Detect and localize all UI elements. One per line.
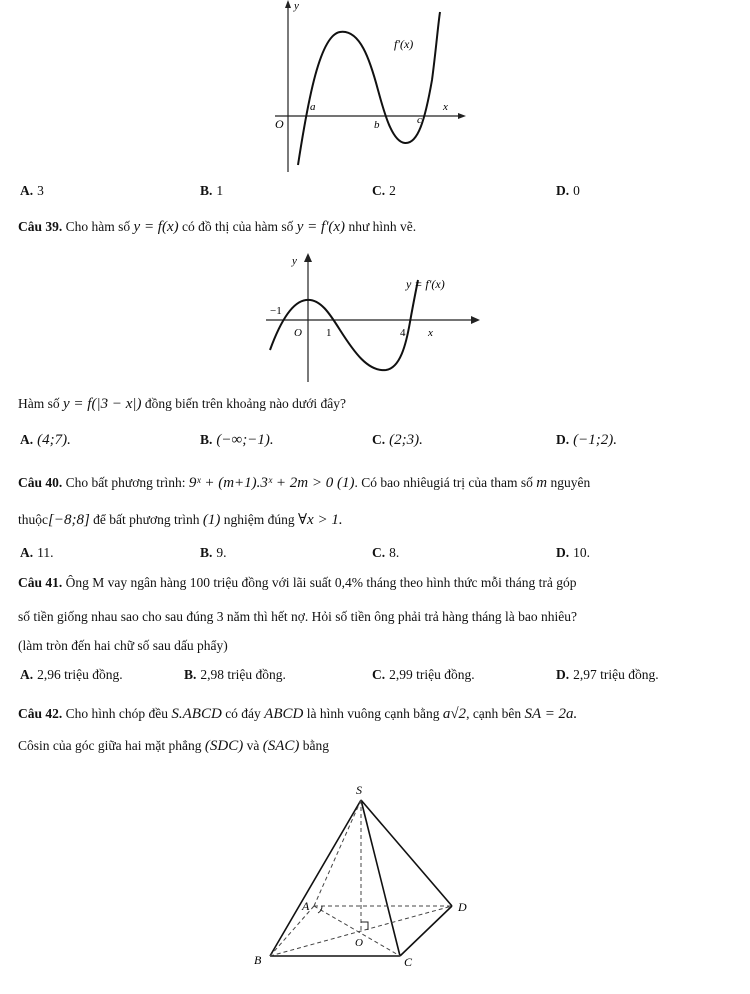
- label-func: f′(x): [394, 37, 414, 51]
- q38-option-c[interactable]: C. 2: [372, 183, 396, 198]
- q41-option-a[interactable]: A. 2,96 triệu đồng.: [20, 667, 123, 682]
- edge-SB: [270, 800, 361, 956]
- q38-option-b[interactable]: B. 1: [200, 183, 224, 198]
- label-S: S: [356, 783, 362, 797]
- q40-option-a[interactable]: A. 11.: [20, 545, 54, 560]
- q41-statement-line1: Câu 41. Ông M vay ngân hàng 100 triệu đồng với lãi suất 0,4% tháng theo hình thức mỗi tháng trả góp: [18, 575, 577, 590]
- label-x: x: [428, 327, 433, 339]
- q39-label: Câu 39.: [18, 219, 63, 234]
- edge-AB: [270, 906, 314, 956]
- label-C: C: [404, 955, 413, 969]
- q41-label: Câu 41.: [18, 575, 63, 590]
- q41-option-b[interactable]: B. 2,98 triệu đồng.: [184, 667, 286, 682]
- y-axis-arrow-icon: [285, 0, 291, 8]
- curve-f-prime: [298, 12, 440, 165]
- q41-statement-line3: (làm tròn đến hai chữ số sau dấu phẩy): [18, 638, 228, 653]
- pyramid-figure: [240, 778, 480, 988]
- q39-statement: Câu 39. Cho hàm số y = f(x) có đồ thị của hàm số y = f'(x) như hình vẽ.: [18, 219, 417, 235]
- q39-option-c[interactable]: C. (2;3).: [372, 432, 423, 448]
- q42-label: Câu 42.: [18, 706, 63, 721]
- q42-statement-line2: Côsin của góc giữa hai mặt phẳng (SDC) và (SAC) bằng: [18, 738, 330, 754]
- q39-option-b[interactable]: B. (−∞;−1).: [200, 432, 274, 448]
- q40-option-c[interactable]: C. 8.: [372, 545, 400, 560]
- label-O: O: [355, 937, 363, 949]
- label-D: D: [458, 900, 467, 914]
- edge-SA: [314, 800, 361, 906]
- label-c: c: [417, 114, 422, 126]
- x-axis-arrow-icon: [458, 113, 466, 119]
- label-B: B: [254, 953, 262, 967]
- y-axis-arrow-icon: [304, 253, 312, 262]
- x-axis-arrow-icon: [471, 316, 480, 324]
- q39-question: Hàm số y = f(|3 − x|) đồng biến trên khoảng nào dưới đây?: [18, 396, 346, 412]
- q40-option-b[interactable]: B. 9.: [200, 545, 227, 560]
- label-y: y: [292, 255, 297, 267]
- q40-label: Câu 40.: [18, 475, 63, 490]
- label-a: a: [310, 101, 316, 113]
- graph-f-prime-1: [260, 0, 470, 175]
- label-b: b: [374, 119, 380, 131]
- q40-option-d[interactable]: D. 10.: [556, 545, 590, 560]
- q40-statement-line2: thuộc[−8;8] để bất phương trình (1) nghiệm đúng ∀x > 1.: [18, 512, 343, 528]
- q42-statement-line1: Câu 42. Cho hình chóp đều S.ABCD có đáy ABCD là hình vuông cạnh bằng a√2, cạnh bên SA = 2a.: [18, 706, 578, 722]
- q41-option-c[interactable]: C. 2,99 triệu đồng.: [372, 667, 475, 682]
- label-origin: O: [275, 117, 284, 131]
- angle-mark-A: [318, 906, 322, 913]
- label-A: A: [302, 899, 310, 913]
- q41-option-d[interactable]: D. 2,97 triệu đồng.: [556, 667, 659, 682]
- q41-statement-line2: số tiền giống nhau sao cho sau đúng 3 năm thì hết nợ. Hỏi số tiền ông phải trả hàng tháng là bao nhiêu?: [18, 609, 578, 624]
- q40-statement-line1: Câu 40. Cho bất phương trình: 9ˣ + (m+1).3ˣ + 2m > 0 (1). Có bao nhiêugiá trị của tham số m nguyên: [18, 475, 591, 491]
- q39-option-a[interactable]: A. (4;7).: [20, 432, 71, 448]
- q39-option-d[interactable]: D. (−1;2).: [556, 432, 617, 448]
- label-func: y = f′(x): [406, 277, 445, 291]
- q38-option-a[interactable]: A. 3: [20, 183, 44, 198]
- q38-option-d[interactable]: D. 0: [556, 183, 580, 198]
- label-x: x: [443, 101, 448, 113]
- label-four: 4: [400, 327, 406, 339]
- right-angle-mark: [361, 922, 368, 930]
- label-neg1: −1: [270, 305, 282, 317]
- label-one: 1: [326, 327, 332, 339]
- label-origin: O: [294, 327, 302, 339]
- graph-f-prime-2: [258, 250, 488, 385]
- label-y: y: [294, 0, 299, 12]
- curve-f-prime: [270, 280, 418, 370]
